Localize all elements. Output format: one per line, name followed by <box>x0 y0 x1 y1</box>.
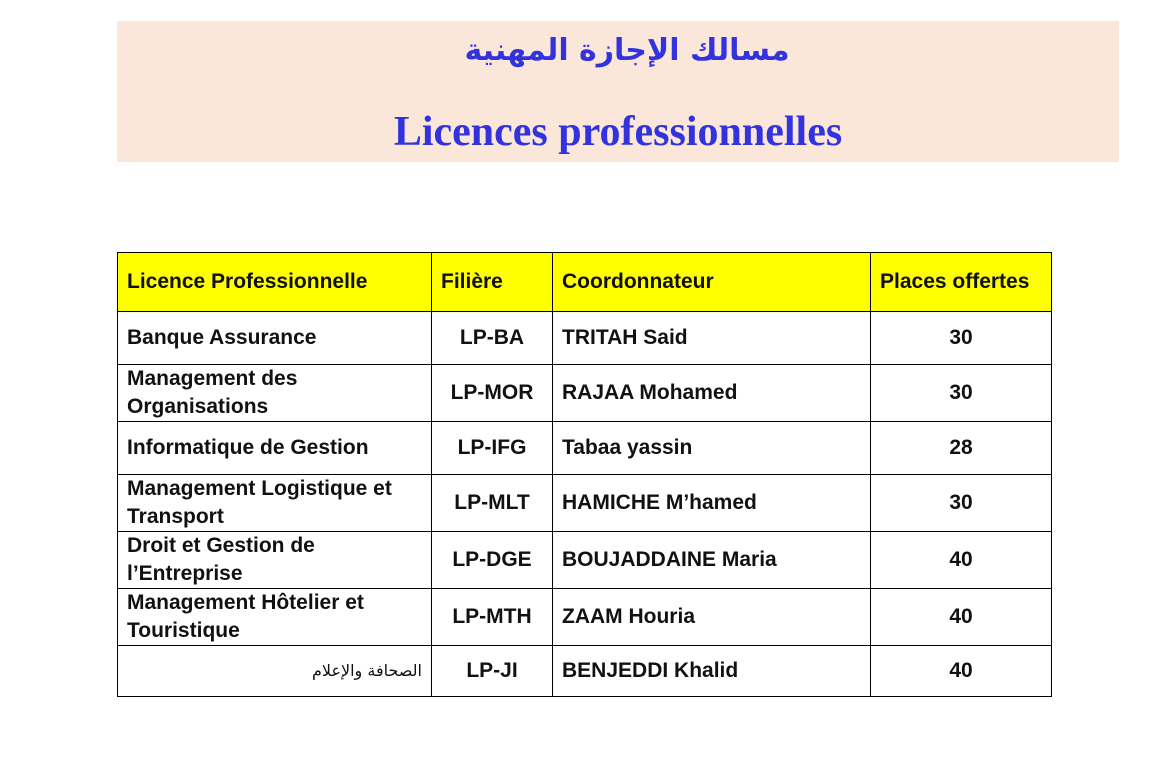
cell-places: 30 <box>871 312 1052 365</box>
cell-filiere: LP-MTH <box>432 589 553 646</box>
column-header-licence: Licence Professionnelle <box>118 253 432 312</box>
cell-coordonnateur: HAMICHE M’hamed <box>553 475 871 532</box>
table-row <box>118 646 1052 697</box>
cell-coordonnateur: Tabaa yassin <box>553 422 871 475</box>
cell-licence: الصحافة والإعلام <box>118 646 432 697</box>
column-header-places: Places offertes <box>871 253 1052 312</box>
cell-coordonnateur: BENJEDDI Khalid <box>553 646 871 697</box>
cell-filiere: LP-IFG <box>432 422 553 475</box>
cell-places: 40 <box>871 589 1052 646</box>
cell-places: 40 <box>871 532 1052 589</box>
cell-filiere: LP-MOR <box>432 365 553 422</box>
cell-licence: Banque Assurance <box>118 312 432 365</box>
table-row <box>118 422 1052 475</box>
cell-coordonnateur: TRITAH Said <box>553 312 871 365</box>
table-row <box>118 589 1052 646</box>
column-header-filiere: Filière <box>432 253 553 312</box>
table-row <box>118 532 1052 589</box>
cell-coordonnateur: ZAAM Houria <box>553 589 871 646</box>
cell-filiere: LP-JI <box>432 646 553 697</box>
cell-licence: Droit et Gestion de l’Entreprise <box>118 532 432 589</box>
table-row <box>118 312 1052 365</box>
cell-places: 40 <box>871 646 1052 697</box>
title-banner <box>117 21 1119 162</box>
cell-places: 30 <box>871 475 1052 532</box>
cell-licence: Informatique de Gestion <box>118 422 432 475</box>
page-title-french: Licences professionnelles <box>393 109 843 155</box>
cell-licence: Management Logistique et Transport <box>118 475 432 532</box>
page-title-arabic: مسالك الإجازة المهنية <box>464 33 790 68</box>
cell-filiere: LP-MLT <box>432 475 553 532</box>
cell-coordonnateur: BOUJADDAINE Maria <box>553 532 871 589</box>
cell-filiere: LP-DGE <box>432 532 553 589</box>
licences-table <box>117 252 1052 697</box>
cell-licence: Management Hôtelier et Touristique <box>118 589 432 646</box>
cell-filiere: LP-BA <box>432 312 553 365</box>
table-row <box>118 365 1052 422</box>
table-header-row <box>118 253 1052 312</box>
column-header-coordonnateur: Coordonnateur <box>553 253 871 312</box>
cell-places: 30 <box>871 365 1052 422</box>
cell-licence: Management des Organisations <box>118 365 432 422</box>
cell-places: 28 <box>871 422 1052 475</box>
table-row <box>118 475 1052 532</box>
cell-coordonnateur: RAJAA Mohamed <box>553 365 871 422</box>
